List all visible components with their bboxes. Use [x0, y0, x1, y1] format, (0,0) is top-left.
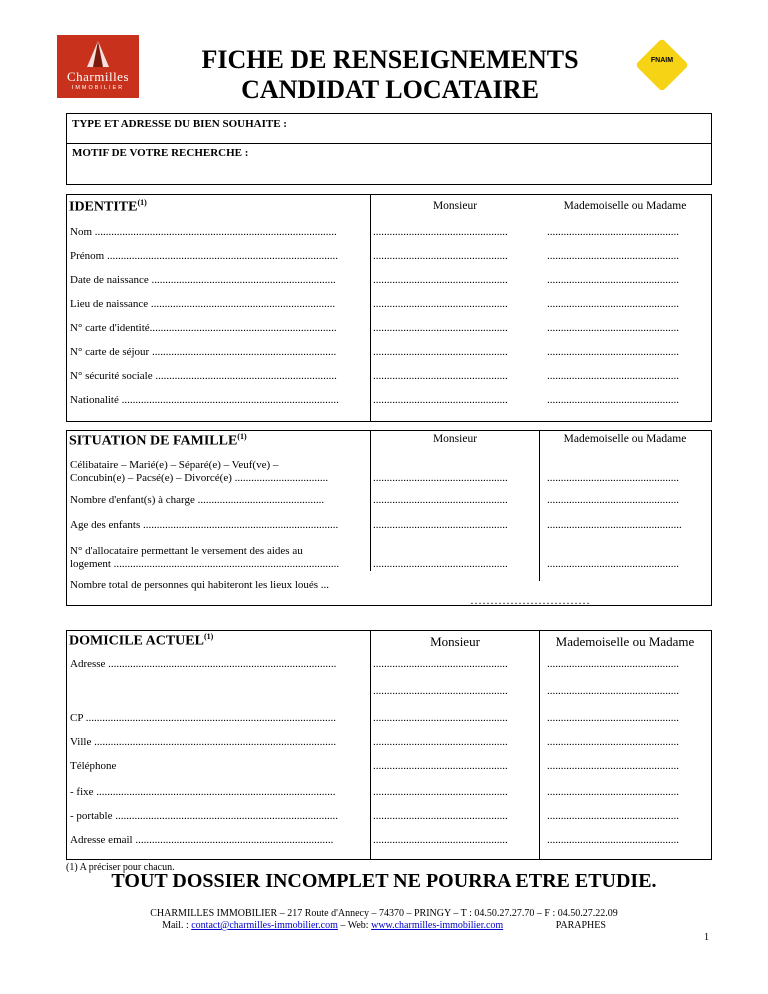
- etat-civil-label-2: Concubin(e) – Pacsé(e) – Divorcé(e) ..................................: [70, 472, 329, 484]
- enfants-charge-monsieur[interactable]: .................................................: [373, 494, 508, 506]
- col-monsieur: Monsieur: [430, 634, 480, 649]
- logo-brand: Charmilles: [66, 69, 130, 84]
- domicile-adresse-madame[interactable]: ................................................: [547, 658, 679, 670]
- domicile-telephone-label: Téléphone: [70, 760, 117, 772]
- identite-nationalite-monsieur[interactable]: .................................................: [373, 394, 508, 406]
- col-monsieur: Monsieur: [432, 433, 478, 445]
- footer-contact: Mail. : contact@charmilles-immobilier.com – Web: www.charmilles-immobilier.com PARAPHES: [162, 920, 606, 931]
- domicile-adresse-monsieur[interactable]: .................................................: [373, 658, 508, 670]
- col-madame: Mademoiselle ou Madame: [563, 200, 687, 212]
- footnote: (1) A préciser pour chacun.: [66, 862, 175, 873]
- identite-carte-sejour-monsieur[interactable]: .................................................: [373, 346, 508, 358]
- page-number: 1: [704, 932, 709, 943]
- identite-carte-identite-madame[interactable]: ................................................: [547, 322, 679, 334]
- domicile-ville-madame[interactable]: ................................................: [547, 736, 679, 748]
- page-title-line1: FICHE DE RENSEIGNEMENTS: [201, 45, 579, 74]
- domicile-adresse2-monsieur[interactable]: .................................................: [373, 685, 508, 697]
- fnaim-logo: [635, 38, 689, 92]
- etat-civil-monsieur[interactable]: .................................................: [373, 472, 508, 484]
- identite-carte-identite-monsieur[interactable]: .................................................: [373, 322, 508, 334]
- fnaim-logo-text: FNAIM: [650, 57, 674, 64]
- web-link[interactable]: www.charmilles-immobilier.com: [371, 920, 504, 931]
- logo-mountain-icon: [57, 35, 139, 71]
- col-madame: Mademoiselle ou Madame: [563, 433, 687, 445]
- allocataire-label-2: logement ..................................................................................: [70, 558, 340, 570]
- allocataire-madame[interactable]: ................................................: [547, 558, 679, 570]
- domicile-email-madame[interactable]: ................................................: [547, 834, 679, 846]
- domicile-telephone-madame[interactable]: ................................................: [547, 760, 679, 772]
- enfants-charge-label: Nombre d'enfant(s) à charge ..............................................: [70, 494, 325, 506]
- footer-address: CHARMILLES IMMOBILIER – 217 Route d'Annecy – 74370 – PRINGY – T : 04.50.27.27.70 – F : 04.50.27.22.09: [150, 908, 618, 919]
- domicile-fixe-label: - fixe .......................................................................................: [70, 786, 336, 798]
- domicile-cp-label: CP ...........................................................................................: [70, 712, 337, 724]
- identite-prenom-madame[interactable]: ................................................: [547, 250, 679, 262]
- domicile-email-monsieur[interactable]: .................................................: [373, 834, 508, 846]
- domicile-cp-madame[interactable]: ................................................: [547, 712, 679, 724]
- enfants-charge-madame[interactable]: ................................................: [547, 494, 679, 506]
- identite-securite-sociale-madame[interactable]: ................................................: [547, 370, 679, 382]
- domicile-fixe-monsieur[interactable]: .................................................: [373, 786, 508, 798]
- mail-link[interactable]: contact@charmilles-immobilier.com: [191, 920, 338, 931]
- identite-prenom-label: Prénom ....................................................................................: [70, 250, 338, 262]
- domicile-title: DOMICILE ACTUEL$^{(1)}$: [69, 632, 214, 649]
- identite-nom-label: Nom ........................................................................................: [70, 226, 337, 238]
- identite-nom-monsieur[interactable]: .................................................: [373, 226, 508, 238]
- motif-label: MOTIF DE VOTRE RECHERCHE :: [72, 147, 249, 159]
- identite-carte-identite-label: N° carte d'identité....................................................................: [70, 322, 337, 334]
- col-madame: Mademoiselle ou Madame: [555, 634, 695, 649]
- identite-date-naissance-madame[interactable]: ................................................: [547, 274, 679, 286]
- famille-title: SITUATION DE FAMILLE$^{(1)}$: [69, 432, 247, 449]
- identite-nom-madame[interactable]: ................................................: [547, 226, 679, 238]
- domicile-portable-monsieur[interactable]: .................................................: [373, 810, 508, 822]
- domicile-ville-monsieur[interactable]: .................................................: [373, 736, 508, 748]
- allocataire-label-1: N° d'allocataire permettant le versement des aides au: [70, 545, 303, 557]
- domicile-portable-label: - portable .................................................................................: [70, 810, 338, 822]
- domicile-email-label: Adresse email ........................................................................: [70, 834, 334, 846]
- allocataire-monsieur[interactable]: .................................................: [373, 558, 508, 570]
- paraphes-label: PARAPHES: [555, 920, 606, 931]
- etat-civil-label-1: Célibataire – Marié(e) – Séparé(e) – Veuf(ve) –: [70, 459, 279, 471]
- identite-carte-sejour-madame[interactable]: ................................................: [547, 346, 679, 358]
- type-adresse-label: TYPE ET ADRESSE DU BIEN SOUHAITE :: [72, 118, 287, 130]
- page-title-line2: CANDIDAT LOCATAIRE: [241, 75, 539, 104]
- identite-carte-sejour-label: N° carte de séjour ...................................................................: [70, 346, 337, 358]
- identite-securite-sociale-monsieur[interactable]: .................................................: [373, 370, 508, 382]
- bien-souhaite-box: [66, 113, 712, 185]
- age-enfants-madame[interactable]: .................................................: [547, 519, 682, 531]
- logo-subtitle: IMMOBILIER: [71, 85, 125, 91]
- identite-date-naissance-label: Date de naissance ...................................................................: [70, 274, 336, 286]
- domicile-adresse-label: Adresse ...................................................................................: [70, 658, 337, 670]
- charmilles-logo: [57, 35, 139, 98]
- domicile-adresse2-madame[interactable]: ................................................: [547, 685, 679, 697]
- identite-lieu-naissance-label: Lieu de naissance ...................................................................: [70, 298, 336, 310]
- domicile-ville-label: Ville ........................................................................................: [70, 736, 337, 748]
- total-personnes-field[interactable]: …………………………: [470, 593, 590, 607]
- total-personnes-label: Nombre total de personnes qui habiteront les lieux loués ...: [70, 579, 330, 591]
- identite-prenom-monsieur[interactable]: .................................................: [373, 250, 508, 262]
- identite-nationalite-madame[interactable]: ................................................: [547, 394, 679, 406]
- domicile-telephone-monsieur[interactable]: .................................................: [373, 760, 508, 772]
- identite-date-naissance-monsieur[interactable]: .................................................: [373, 274, 508, 286]
- identite-securite-sociale-label: N° sécurité sociale ..................................................................: [70, 370, 337, 382]
- identite-lieu-naissance-monsieur[interactable]: .................................................: [373, 298, 508, 310]
- domicile-fixe-madame[interactable]: ................................................: [547, 786, 679, 798]
- age-enfants-label: Age des enfants .......................................................................: [70, 519, 339, 531]
- age-enfants-monsieur[interactable]: .................................................: [373, 519, 508, 531]
- identite-title: IDENTITE$^{(1)}$: [69, 198, 147, 215]
- domicile-cp-monsieur[interactable]: .................................................: [373, 712, 508, 724]
- identite-nationalite-label: Nationalité ...............................................................................: [70, 394, 339, 406]
- etat-civil-madame[interactable]: ................................................: [547, 472, 679, 484]
- warning-text: TOUT DOSSIER INCOMPLET NE POURRA ETRE ETUDIE.: [111, 870, 657, 892]
- col-monsieur: Monsieur: [432, 200, 478, 212]
- identite-lieu-naissance-madame[interactable]: ................................................: [547, 298, 679, 310]
- domicile-portable-madame[interactable]: ................................................: [547, 810, 679, 822]
